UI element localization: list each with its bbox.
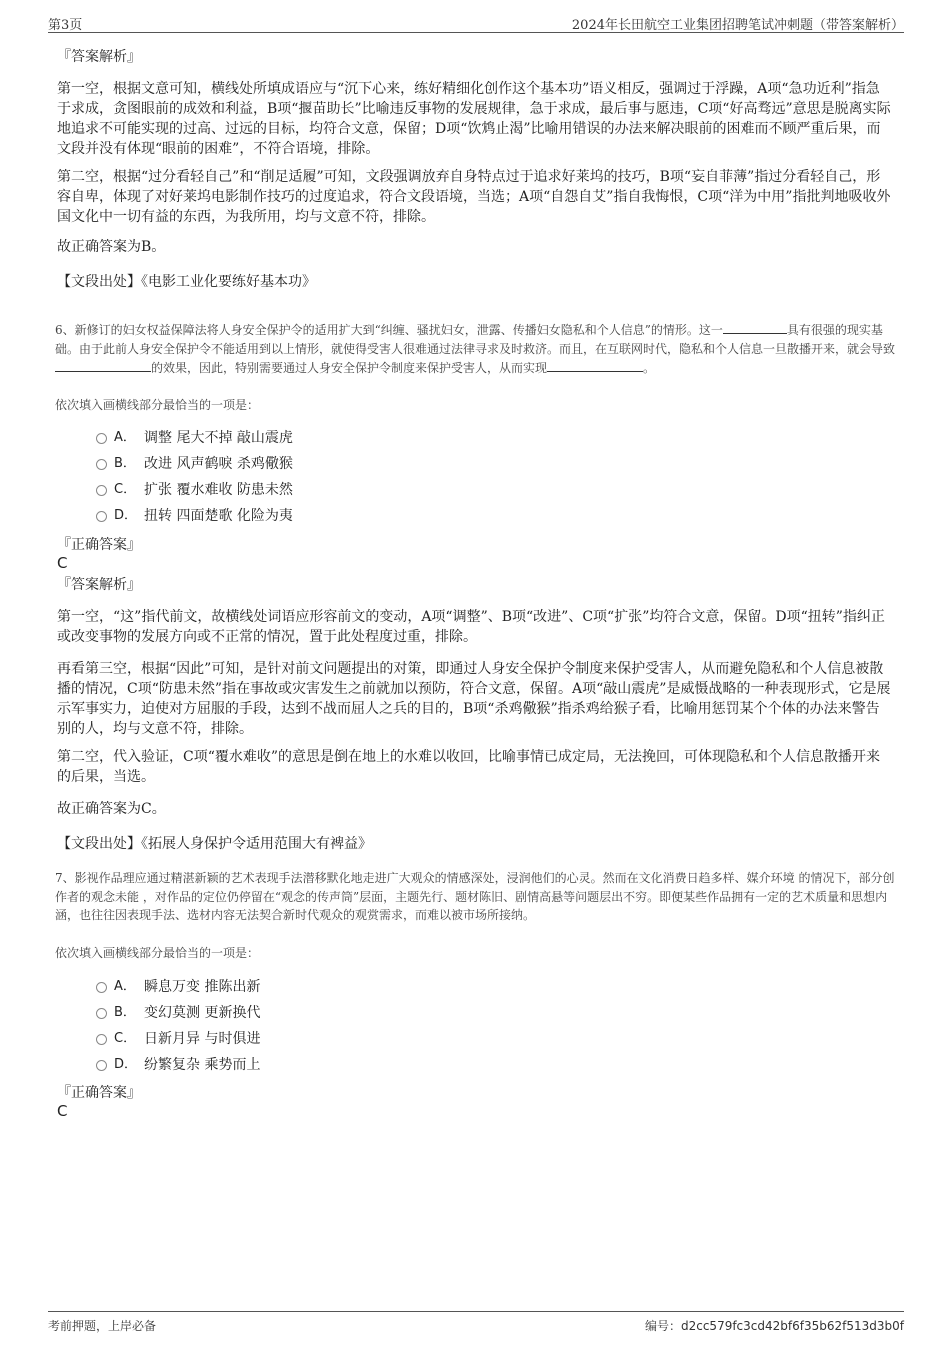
- q5-analysis-paragraph-2: 第二空，根据“过分看轻自己”和“削足适履”可知，文段强调放弃自身特点过于追求好莱坞的技巧，B项“妄自菲薄”指过分看轻自己，形容自卑，体现了对好莱坞电影制作技巧的过度追求，符合文段语境，当选；A项“自怨自艾”指自我悔恨，C项“洋为中用”指批判地吸收外国文化中一切有益的东西，为我所用，均与文意不符，排除。: [57, 169, 891, 225]
- q7-prompt: 依次填入画横线部分最恰当的一项是：: [55, 946, 260, 960]
- q7-answer-label: 『正确答案』: [57, 1085, 141, 1101]
- q5-analysis-label: 『答案解析』: [57, 49, 141, 65]
- q7-option-a[interactable]: A． 瞬息万变 推陈出新: [96, 974, 496, 1000]
- q6-analysis-label: 『答案解析』: [57, 577, 141, 593]
- q6-conclusion: 故正确答案为C。: [57, 801, 166, 817]
- q6-source: 【文段出处】《拓展人身保护令适用范围大有裨益》: [57, 836, 372, 852]
- q6-analysis-paragraph-2: 再看第三空，根据“因此”可知，是针对前文问题提出的对策，即通过人身安全保护令制度来保护受害人，从而避免隐私和个人信息被散播的情况，C项“防患未然”指在事故或灾害发生之前就加以预防，符合文意，保留。A项“敲山震虎”是威慑战略的一种表现形式，它是展示军事实力，迫使对方屈服的手段，达到不战而屈人之兵的目的，B项“杀鸡儆猴”指杀鸡给猴子看，比喻用惩罚某个个体的办法来警告别的人，均与文意不符，排除。: [57, 661, 891, 737]
- q6-analysis-paragraph-1: 第一空，“这”指代前文，故横线处词语应形容前文的变动，A项“调整”、B项“改进”、C项“扩张”均符合文意，保留。D项“扭转”指纠正或改变事物的发展方向或不正常的情况，置于此处程度过重，排除。: [57, 609, 885, 645]
- page-header: [48, 12, 904, 33]
- radio-icon[interactable]: [96, 459, 107, 470]
- q7-options: [96, 974, 496, 1078]
- q6-blank-2: [55, 358, 151, 372]
- q7-option-b[interactable]: B． 变幻莫测 更新换代: [96, 1000, 496, 1026]
- q6-analysis-paragraph-3: 第二空，代入验证，C项“覆水难收”的意思是倒在地上的水难以收回，比喻事情已成定局，无法挽回，可体现隐私和个人信息散播开来的后果，当选。: [57, 749, 881, 785]
- q7-answer: C: [57, 1102, 68, 1120]
- radio-icon[interactable]: [96, 1034, 107, 1045]
- q6-option-a[interactable]: A． 调整 尾大不掉 敲山震虎: [96, 425, 496, 451]
- radio-icon[interactable]: [96, 433, 107, 444]
- radio-icon[interactable]: [96, 511, 107, 522]
- q7-option-c[interactable]: C． 日新月异 与时俱进: [96, 1026, 496, 1052]
- q7-stem: 7、影视作品理应通过精湛新颖的艺术表现手法潜移默化地走进广大观众的情感深处，浸润他们的心灵。然而在文化消费日趋多样、媒介环境 的情况下，部分创作者的观念未能 ，对作品的定位仍停留在“观念的传声筒”层面，主题先行、题材陈旧、剧情高悬等问题层出不穷。即便某些作品拥有一定的艺术质量和思想内涵，也往往因表现手法、选材内容无法契合新时代观众的观赏需求，而难以被市场所接纳。: [55, 871, 895, 922]
- q5-source: 【文段出处】《电影工业化要练好基本功》: [57, 274, 316, 290]
- q6-answer: C: [57, 554, 68, 572]
- radio-icon[interactable]: [96, 982, 107, 993]
- q6-stem: 6、新修订的妇女权益保障法将人身安全保护令的适用扩大到“纠缠、骚扰妇女，泄露、传播妇女隐私和个人信息”的情形。这一 具有很强的现实基础。由于此前人身安全保护令不能适用到以上情形，就使得受害人很难通过法律寻求及时救济。而且，在互联网时代，隐私和个人信息一旦散播开来，就会导致的效果，因此，特别需要通过人身安全保护令制度来保护受害人，从而实现 。: [55, 320, 895, 378]
- q5-analysis-paragraph-1: 第一空，根据文意可知，横线处所填成语应与“沉下心来，练好精细化创作这个基本功”语义相反，强调过于浮躁，A项“急功近利”指急于求成，贪图眼前的成效和利益，B项“揠苗助长”比喻违反事物的发展规律，急于求成，最后事与愿违，C项“好高骛远”意思是脱离实际地追求不可能实现的过高、过远的目标，均符合文意，保留；D项“饮鸩止渴”比喻用错误的办法来解决眼前的困难而不顾严重后果，而文段并没有体现“眼前的困难”，不符合语境，排除。: [57, 81, 891, 157]
- footer-slogan: 考前押题，上岸必备: [48, 1319, 157, 1333]
- q6-blank-1: [723, 320, 787, 334]
- radio-icon[interactable]: [96, 1008, 107, 1019]
- q6-option-d[interactable]: D． 扭转 四面楚歌 化险为夷: [96, 503, 496, 529]
- page-number: 第3页: [48, 18, 83, 33]
- document-code: 编号：d2cc579fc3cd42bf6f35b62f513d3b0f: [644, 1319, 904, 1333]
- q7-option-d[interactable]: D． 纷繁复杂 乘势而上: [96, 1052, 496, 1078]
- radio-icon[interactable]: [96, 485, 107, 496]
- q6-option-b[interactable]: B． 改进 风声鹤唳 杀鸡儆猴: [96, 451, 496, 477]
- page-footer: [48, 1311, 904, 1336]
- q6-prompt: 依次填入画横线部分最恰当的一项是：: [55, 398, 260, 412]
- q6-option-c[interactable]: C． 扩张 覆水难收 防患未然: [96, 477, 496, 503]
- q5-conclusion: 故正确答案为B。: [57, 239, 166, 255]
- q6-blank-3: [547, 358, 643, 372]
- q6-answer-label: 『正确答案』: [57, 537, 141, 553]
- document-title: 2024年长田航空工业集团招聘笔试冲刺题（带答案解析）: [571, 18, 904, 33]
- radio-icon[interactable]: [96, 1060, 107, 1071]
- q6-options: [96, 425, 496, 529]
